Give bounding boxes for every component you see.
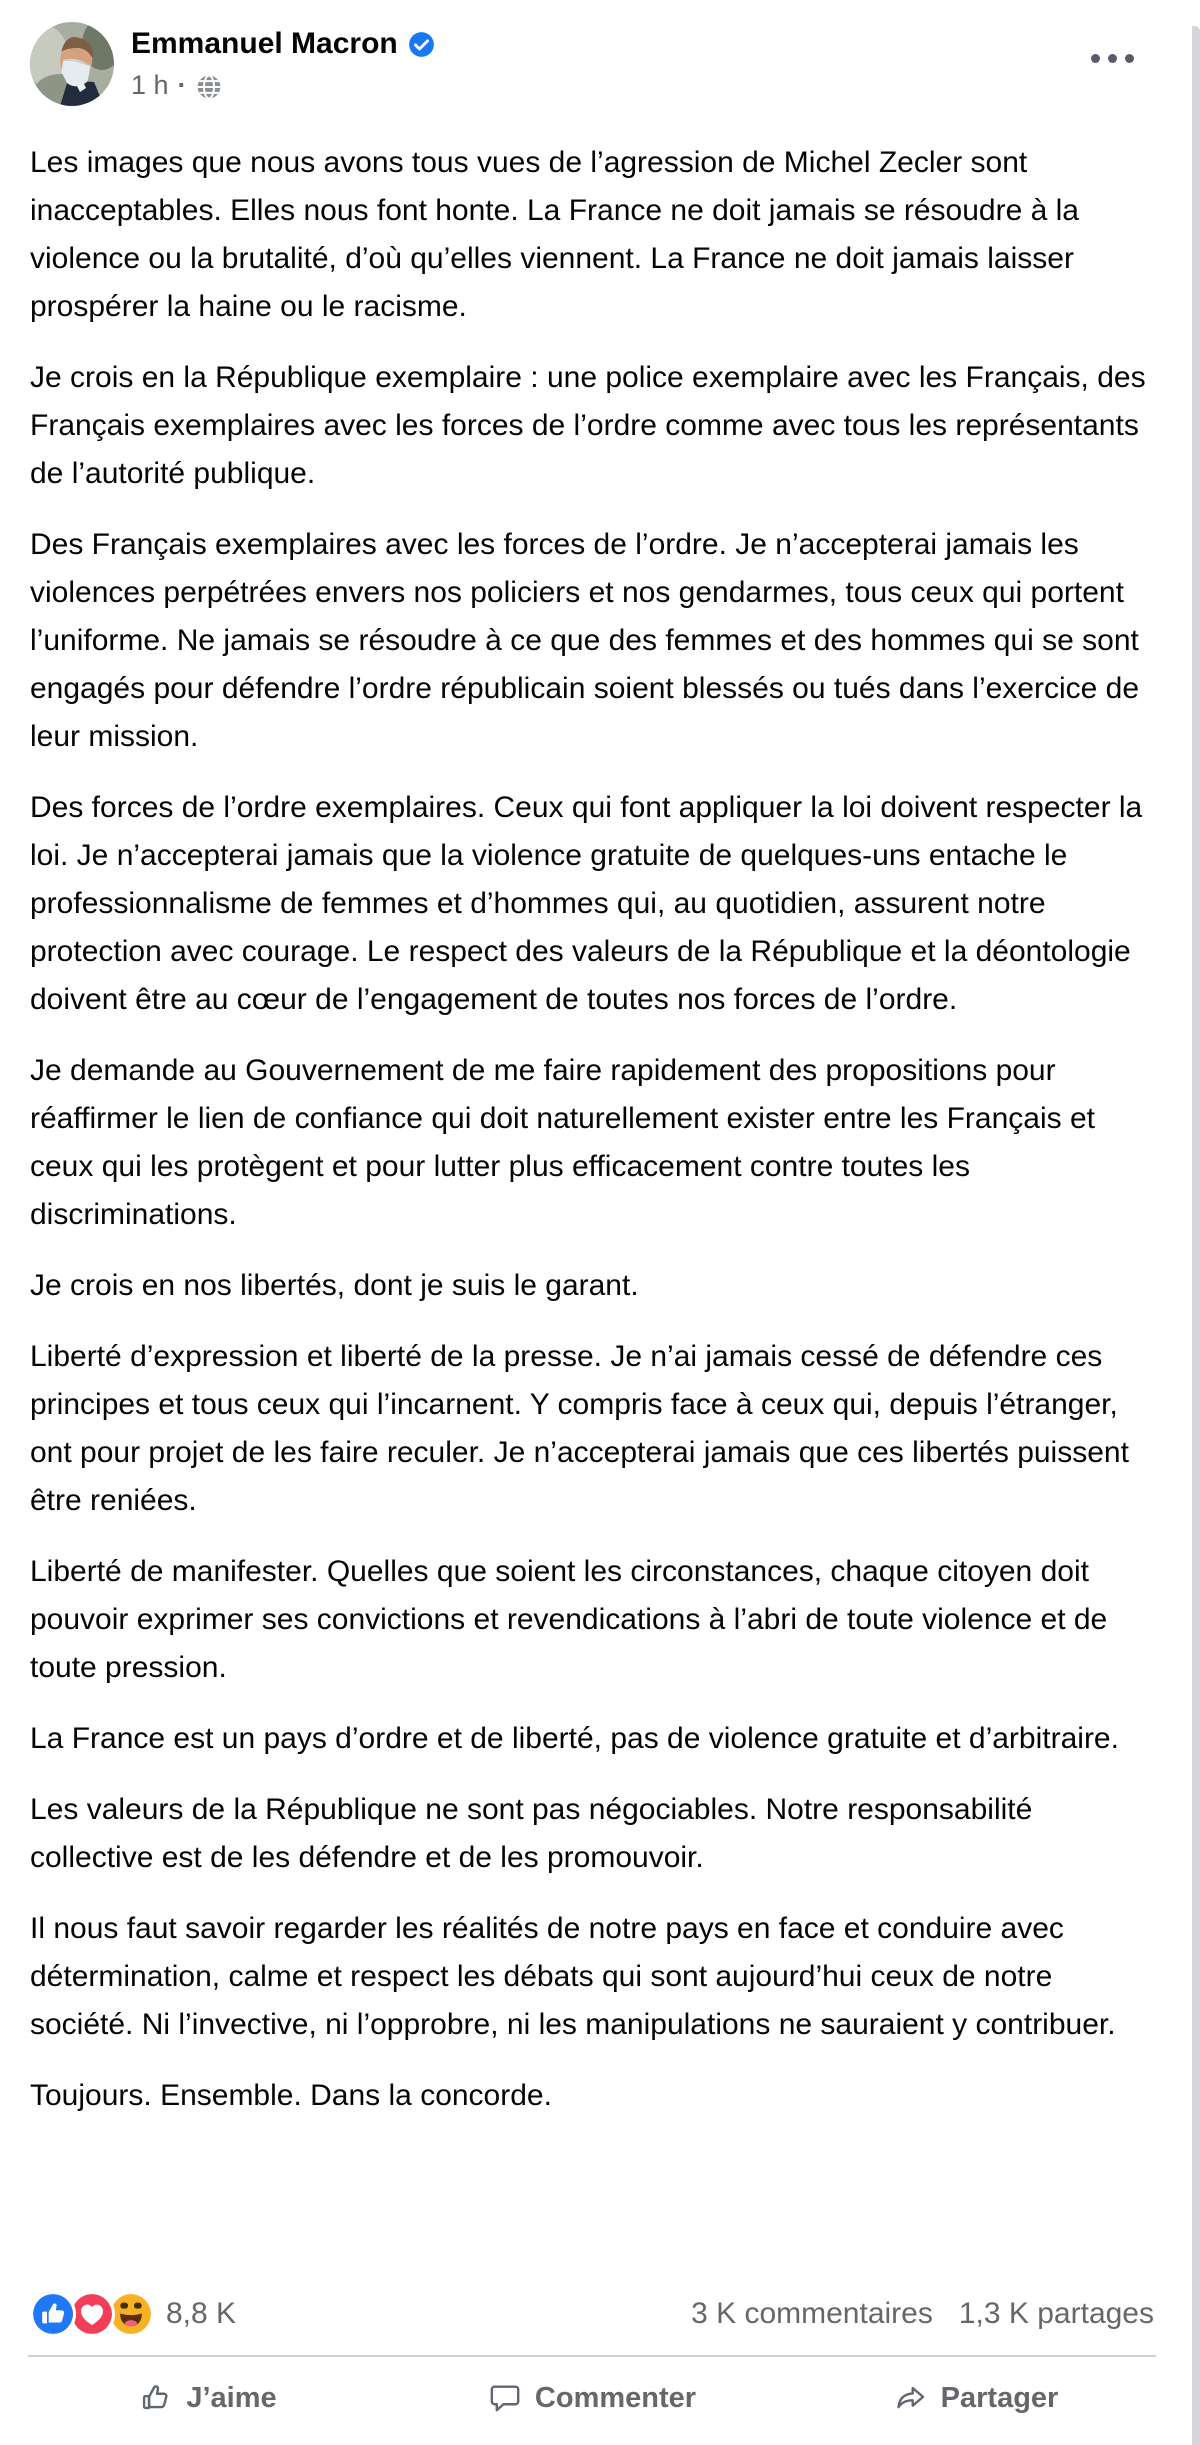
post-meta <box>131 70 435 101</box>
post-paragraph: Toujours. Ensemble. Dans la concorde. <box>30 2079 552 2112</box>
verified-badge-icon <box>408 31 435 58</box>
comment-count[interactable]: 3 K commentaires <box>691 2297 933 2330</box>
post-paragraph: Il nous faut savoir regarder les réalités de notre pays en face et conduire avec détermination, calme et respect les débats qui sont aujourd’hui ceux de notre société. Ni l’invective, ni l’opprobre, ni les manipulations ne sauraient y contribuer. <box>30 1912 1116 2041</box>
thumbs-up-reaction-icon <box>30 2291 76 2337</box>
post-paragraph: Les valeurs de la République ne sont pas négociables. Notre responsabilité collective est de les défendre et de les promouvoir. <box>30 1793 1033 1874</box>
speech-bubble-icon <box>488 2381 522 2415</box>
share-button[interactable] <box>784 2367 1168 2429</box>
post-paragraph: Des forces de l’ordre exemplaires. Ceux qui font appliquer la loi doivent respecter la loi. Je n’accepterai jamais que la violence gratuite de quelques-uns entache le professionnalisme de femmes et d’hommes qui, au quotidien, assurent notre protection avec courage. Le respect des valeurs de la République et la déontologie doivent être au cœur de l’engagement de toutes nos forces de l’ordre. <box>30 791 1143 1016</box>
post-paragraph: Je crois en la République exemplaire : une police exemplaire avec les Français, des Français exemplaires avec les forces de l’ordre comme avec tous les représentants de l’autorité publique. <box>30 361 1146 490</box>
post-header <box>0 0 1192 106</box>
comment-button-label: Commenter <box>534 2381 697 2414</box>
action-buttons-row <box>0 2357 1184 2445</box>
timestamp[interactable]: 1 h <box>131 70 169 100</box>
author-row <box>131 25 435 63</box>
share-count[interactable]: 1,3 K partages <box>958 2297 1154 2330</box>
header-info <box>131 22 435 106</box>
share-arrow-icon <box>894 2381 928 2415</box>
post-paragraph: La France est un pays d’ordre et de liberté, pas de violence gratuite et d’arbitraire. <box>30 1722 1119 1755</box>
post-paragraph: Des Français exemplaires avec les forces de l’ordre. Je n’accepterai jamais les violences perpétrées envers nos policiers et nos gendarmes, tous ceux qui portent l’uniforme. Ne jamais se résoudre à ce que des femmes et des hommes qui se sont engagés pour défendre l’ordre républicain soient blessés ou tués dans l’exercice de leur mission. <box>30 528 1140 753</box>
post-paragraph: Liberté d’expression et liberté de la presse. Je n’ai jamais cessé de défendre ces principes et tous ceux qui l’incarnent. Y compris face à ceux qui, depuis l’étranger, ont pour projet de les faire reculer. Je n’accepterai jamais que ces libertés puissent être reniées. <box>30 1340 1129 1517</box>
meta-separator: · <box>177 70 187 100</box>
engagement-row <box>0 2279 1184 2355</box>
comment-share-counts <box>691 2297 1154 2331</box>
post-text <box>0 106 1192 2266</box>
more-options-button[interactable] <box>1081 40 1144 77</box>
comment-button[interactable] <box>400 2367 784 2429</box>
post-paragraph: Je crois en nos libertés, dont je suis le garant. <box>30 1269 639 1302</box>
globe-icon <box>196 74 222 100</box>
reactions-summary[interactable] <box>30 2291 236 2337</box>
avatar-image <box>30 22 114 106</box>
post-paragraph: Les images que nous avons tous vues de l’agression de Michel Zecler sont inacceptables. Elles nous font honte. La France ne doit jamais se résoudre à la violence ou la brutalité, d’où qu’elles viennent. La France ne doit jamais laisser prospérer la haine ou le racisme. <box>30 146 1079 323</box>
ellipsis-icon <box>1108 54 1117 63</box>
like-button-label: J’aime <box>186 2381 277 2414</box>
scrollbar-track[interactable] <box>1192 26 1200 2445</box>
share-button-label: Partager <box>940 2381 1059 2414</box>
ellipsis-icon <box>1091 54 1100 63</box>
post-paragraph: Je demande au Gouvernement de me faire rapidement des propositions pour réaffirmer le lien de confiance qui doit naturellement exister entre les Français et ceux qui les protègent et pour lutter plus efficacement contre toutes les discriminations. <box>30 1054 1095 1231</box>
ellipsis-icon <box>1125 54 1134 63</box>
avatar[interactable] <box>30 22 114 106</box>
reaction-count[interactable]: 8,8 K <box>166 2297 237 2330</box>
post-paragraph: Liberté de manifester. Quelles que soient les circonstances, chaque citoyen doit pouvoir exprimer ses convictions et revendications à l’abri de toute violence et de toute pression. <box>30 1555 1108 1684</box>
author-name[interactable]: Emmanuel Macron <box>131 27 398 60</box>
like-button[interactable] <box>16 2367 400 2429</box>
post-footer <box>0 2279 1184 2445</box>
thumbs-up-outline-icon <box>139 2381 173 2415</box>
